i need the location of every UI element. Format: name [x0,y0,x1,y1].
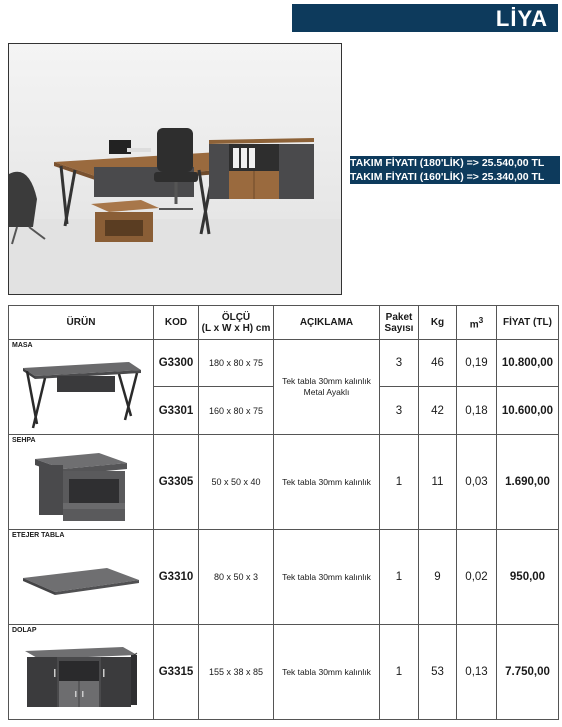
description-cell: Tek tabla 30mm kalınlık [274,530,380,625]
price-cell: 10.600,00 [497,387,559,435]
kg-cell: 53 [419,625,457,720]
col-description: AÇIKLAMA [274,306,380,340]
price-table [8,305,559,720]
table-row [9,435,559,530]
category-label: MASA [12,342,33,349]
size-cell: 50 x 50 x 40 [199,435,274,530]
code-cell: G3301 [154,387,199,435]
col-packages-line2: Sayısı [384,322,414,334]
brand-title: LİYA [495,6,548,31]
packages-cell: 3 [380,340,419,387]
col-kg: Kg [419,306,457,340]
m3-cell: 0,18 [457,387,497,435]
kg-cell: 42 [419,387,457,435]
shelf-board-icon [19,564,144,604]
description-cell: Tek tabla 30mm kalınlık Metal Ayaklı [274,340,380,435]
size-cell: 80 x 50 x 3 [199,530,274,625]
kg-cell: 9 [419,530,457,625]
table-row [9,530,559,625]
col-size-line1: ÖLÇÜ [221,311,251,323]
category-label: ETEJER TABLA [12,532,65,539]
price-cell: 950,00 [497,530,559,625]
col-m3 [457,306,497,340]
cabinet-icon [209,138,314,199]
col-m3-sup: 3 [478,314,484,325]
brand-bar [292,4,558,32]
coffee-table-icon [29,449,129,523]
product-cell-desk [9,340,154,435]
packages-cell: 3 [380,387,419,435]
office-set-illustration [9,44,341,294]
code-cell: G3300 [154,340,199,387]
code-cell: G3315 [154,625,199,720]
set-price-160: TAKIM FİYATI (160'LİK) => 25.340,00 TL [350,171,545,183]
table-header [9,306,559,340]
set-price-box [350,156,560,184]
m3-cell: 0,19 [457,340,497,387]
table-row [9,340,559,387]
table-row [9,625,559,720]
size-cell: 180 x 80 x 75 [199,340,274,387]
product-cell-cabinet [9,625,154,720]
col-size [199,306,274,340]
description-cell: Tek tabla 30mm kalınlık [274,435,380,530]
price-cell: 1.690,00 [497,435,559,530]
product-cell-coffee-table [9,435,154,530]
col-size-line2: (L x W x H) cm [201,322,271,334]
desk-icon [19,354,144,432]
col-packages [380,306,419,340]
m3-cell: 0,13 [457,625,497,720]
size-cell: 160 x 80 x 75 [199,387,274,435]
col-m3-label: m [469,319,479,331]
category-label: DOLAP [12,627,37,634]
product-photo [8,43,342,295]
code-cell: G3305 [154,435,199,530]
col-packages-line1: Paket [385,311,413,323]
col-product: ÜRÜN [9,306,154,340]
set-price-180: TAKIM FİYATI (180'LİK) => 25.540,00 TL [350,157,545,169]
m3-cell: 0,02 [457,530,497,625]
kg-cell: 11 [419,435,457,530]
packages-cell: 1 [380,625,419,720]
kg-cell: 46 [419,340,457,387]
col-code: KOD [154,306,199,340]
size-cell: 155 x 38 x 85 [199,625,274,720]
cabinet-icon [19,639,144,713]
description-cell: Tek tabla 30mm kalınlık [274,625,380,720]
packages-cell: 1 [380,530,419,625]
col-price: FİYAT (TL) [497,306,559,340]
packages-cell: 1 [380,435,419,530]
product-cell-shelf-board [9,530,154,625]
code-cell: G3310 [154,530,199,625]
coffee-table-icon [91,200,159,242]
m3-cell: 0,03 [457,435,497,530]
price-cell: 10.800,00 [497,340,559,387]
category-label: SEHPA [12,437,36,444]
price-cell: 7.750,00 [497,625,559,720]
